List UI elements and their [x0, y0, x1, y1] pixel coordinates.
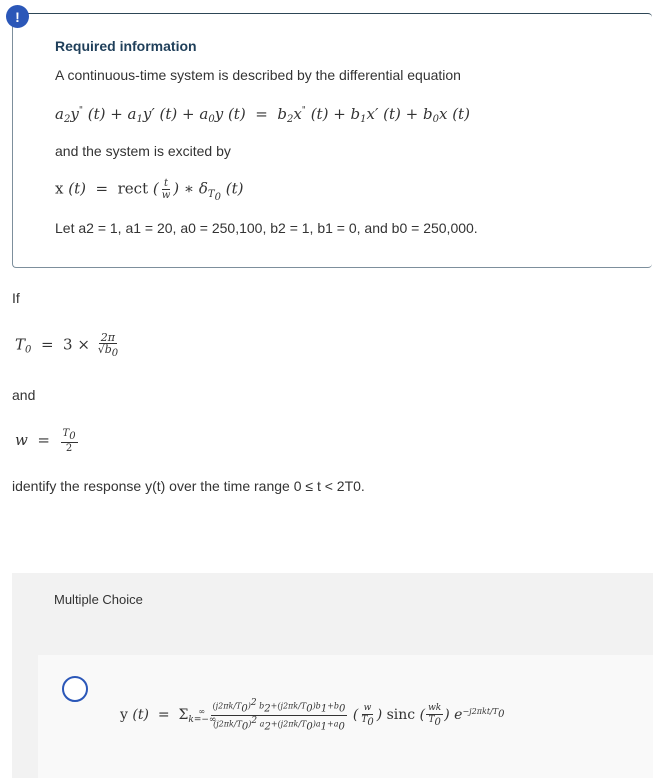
multiple-choice-label: Multiple Choice — [54, 592, 143, 607]
info-title: Required information — [55, 38, 197, 54]
intro-text: A continuous-time system is described by the differential equation — [55, 67, 461, 83]
parameter-values: Let a2 = 1, a1 = 20, a0 = 250,100, b2 = 1, b1 = 0, and b0 = 250,000. — [55, 220, 478, 236]
question-prompt: identify the response y(t) over the time range 0 ≤ t < 2T0. — [12, 478, 365, 494]
excitation-equation: x (t) = rect ( $\frac{t}{w}$ ) ∗ $\delta_{T_0}$ (t) — [55, 178, 244, 203]
differential-equation: $a_2y^"$ $(t) + a_1y'$ $(t) + a_0y$ $(t) = b_2x^"$ $(t) + b_1x'$ $(t) + b_0x$ (t) — [55, 105, 470, 125]
choice-equation: y $(t) = \Sigma_{k=-\infty}^\infty$ $\frac{(j2\pi k/T_0)^2 b_2+(j2\pi k/T_0)b_1+b_0}{(j2\pi k/T_0)^2 a_2+(j2\pi k/T_0)a_1+a_0}$ ( $\frac{w}{T_0}$ ) sinc ( $\frac{wk}{T_0}$ ) $e^{-j2\pi kt/T_0}$ — [120, 698, 505, 733]
period-equation: $T_0 = 3$ × $\frac{2\pi}{√b_0}$ — [15, 331, 119, 359]
if-label: If — [12, 290, 20, 306]
alert-icon: ! — [6, 5, 29, 28]
choice-radio[interactable] — [62, 676, 88, 702]
excited-text: and the system is excited by — [55, 143, 231, 159]
width-equation: w = $\frac{T_0}{2}$ — [15, 428, 76, 454]
and-label: and — [12, 387, 36, 403]
